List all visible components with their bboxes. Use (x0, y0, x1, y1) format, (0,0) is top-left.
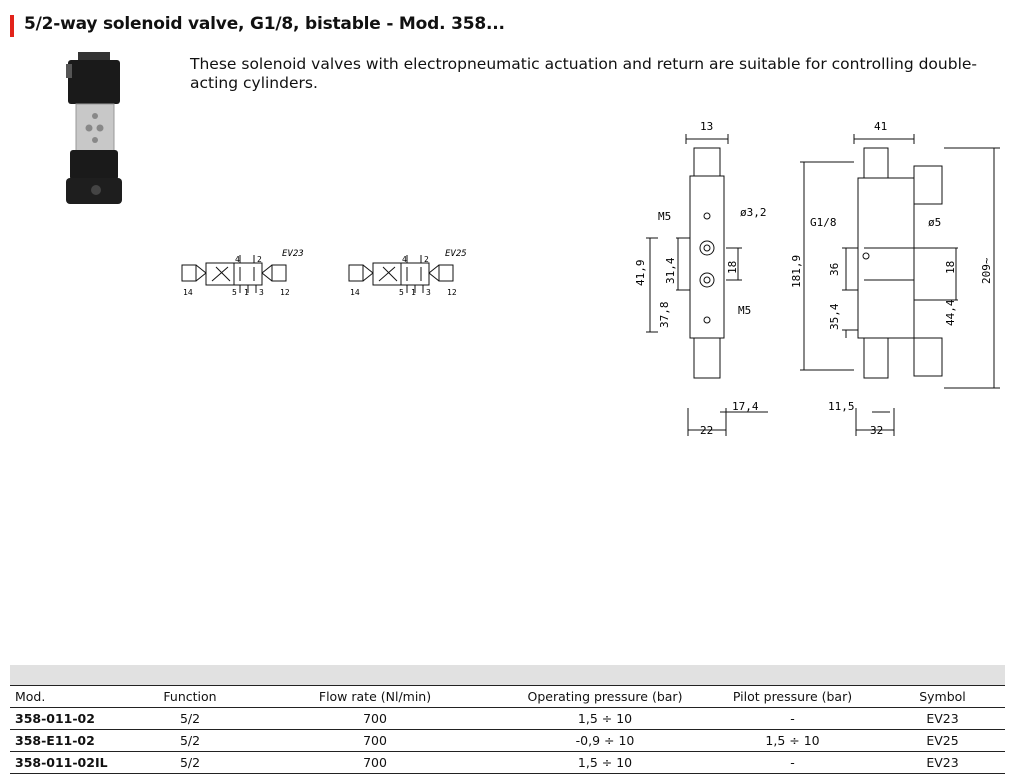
product-photo (62, 50, 127, 210)
port-label: 3 (259, 288, 264, 297)
table-cell: 1,5 ÷ 10 (765, 733, 820, 748)
port-label: 14 (350, 288, 360, 297)
column-header: Operating pressure (bar) (527, 689, 683, 704)
table-cell: 700 (363, 733, 387, 748)
column-header: Pilot pressure (bar) (732, 689, 853, 704)
title-accent-bar (10, 15, 14, 37)
dim-label: 41 (874, 120, 888, 133)
dim-label: 37,8 (658, 301, 671, 328)
product-table (10, 665, 1005, 774)
symbol-code: EV23 (282, 249, 304, 259)
dim-label: 18 (944, 260, 957, 274)
dim-label: 209~ (980, 257, 993, 284)
table-cell: 1,5 ÷ 10 (577, 755, 633, 770)
page-title: 5/2-way solenoid valve, G1/8, bistable - Mod. 358... (24, 14, 505, 34)
table-cell: 5/2 (179, 733, 201, 748)
dim-label: 32 (870, 424, 884, 437)
dim-label: 36 (828, 262, 841, 276)
dimension-drawing (628, 108, 1008, 448)
table-cell: 5/2 (179, 711, 201, 726)
dim-label: 181,9 (790, 254, 803, 288)
table-cell: 5/2 (179, 755, 201, 770)
dim-label: ø3,2 (740, 206, 767, 219)
dim-label: 31,4 (664, 257, 677, 284)
table-cell: 358-011-02 (15, 711, 95, 726)
dim-label: 22 (700, 424, 714, 437)
table-row (10, 708, 1005, 730)
port-label: 5 (399, 288, 404, 297)
port-label: 5 (232, 288, 237, 297)
port-label: 1 (411, 288, 416, 297)
table-cell: EV25 (926, 733, 959, 748)
port-label: 4 (235, 255, 240, 264)
port-label: 12 (447, 288, 457, 297)
table-row (10, 752, 1005, 774)
dim-label: 17,4 (732, 400, 759, 413)
product-description: These solenoid valves with electropneumatic actuation and return are suitable for controlling double-acting cylinders. (190, 55, 978, 92)
dim-label: M5 (658, 210, 672, 223)
table-cell: EV23 (926, 755, 959, 770)
dim-label: ø5 (928, 216, 942, 229)
table-cell: 358-E11-02 (15, 733, 95, 748)
dim-label: G1/8 (810, 216, 837, 229)
dim-label: 35,4 (828, 303, 841, 330)
port-label: 1 (244, 288, 249, 297)
port-label: 2 (424, 255, 429, 264)
table-cell: EV23 (926, 711, 959, 726)
table-header-row (10, 685, 1005, 708)
port-label: 2 (257, 255, 262, 264)
symbol-ev25 (347, 245, 472, 300)
table-cell: 1,5 ÷ 10 (577, 711, 633, 726)
dim-label: 44,4 (944, 299, 957, 326)
dim-label: 13 (700, 120, 714, 133)
dim-label: 18 (726, 260, 739, 274)
table-row (10, 730, 1005, 752)
port-label: 3 (426, 288, 431, 297)
column-header: Mod. (15, 689, 46, 704)
column-header: Function (163, 689, 217, 704)
table-cell: 700 (363, 711, 387, 726)
column-header: Symbol (919, 689, 966, 704)
dim-label: M5 (738, 304, 752, 317)
dim-label: 11,5 (828, 400, 855, 413)
table-cell: - (790, 711, 795, 726)
table-cell: - (790, 755, 795, 770)
port-label: 12 (280, 288, 290, 297)
table-cell: 700 (363, 755, 387, 770)
port-label: 14 (183, 288, 193, 297)
column-header: Flow rate (Nl/min) (318, 689, 432, 704)
port-label: 4 (402, 255, 407, 264)
table-header-band (10, 665, 1005, 685)
table-cell: -0,9 ÷ 10 (575, 733, 635, 748)
dim-label: 41,9 (634, 259, 647, 286)
table-cell: 358-011-02IL (15, 755, 108, 770)
symbol-ev23 (180, 245, 305, 300)
symbol-code: EV25 (445, 249, 467, 259)
